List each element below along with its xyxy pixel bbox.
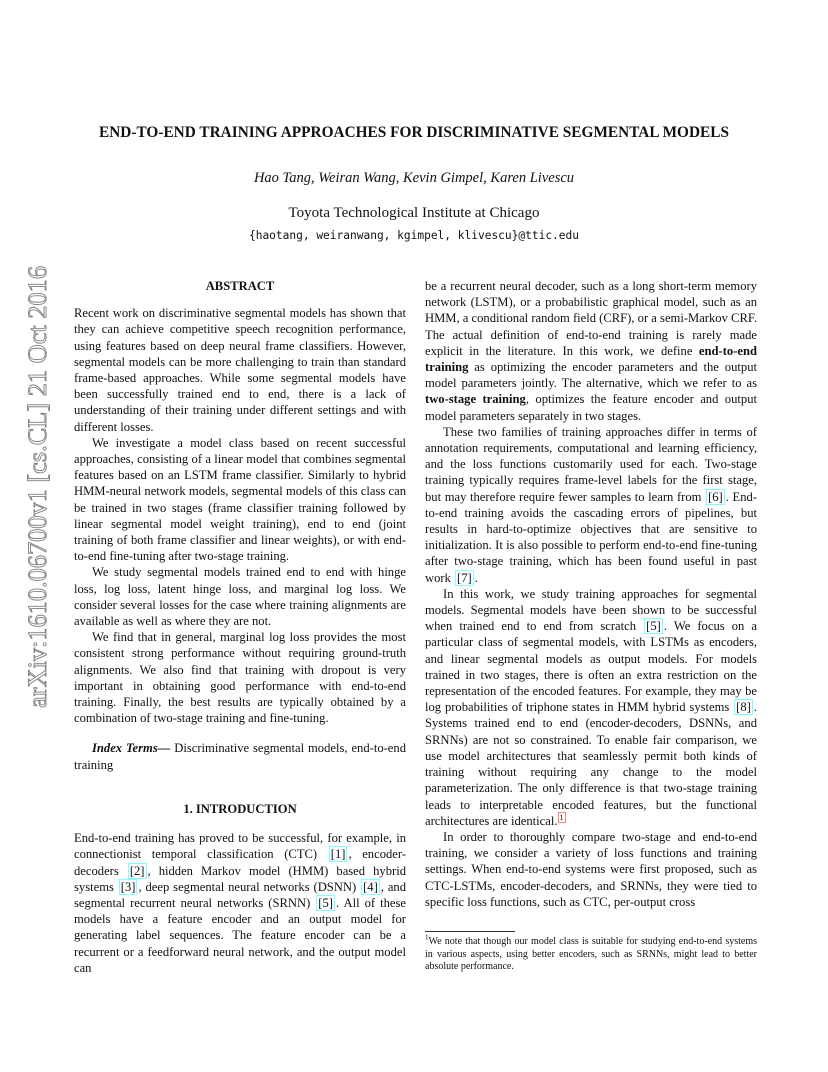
text-span: , encoder-decoders (74, 847, 407, 878)
footnote-link[interactable]: 1 (559, 812, 564, 822)
abstract-paragraph-4: We find that in general, marginal log loss provides the most consistent strong performance without requiring ground-truth alignments. We also find that training with dropout is very important in obtaining good performance with end-to-end training. Finally, the best results are typically obtained by a combination of two-stage training and fine-tuning. (74, 630, 406, 726)
citation-link[interactable]: [8] (736, 700, 751, 715)
text-span: as optimizing the encoder parameters and the output model parameters jointly. The alternative, which we refer to as (425, 360, 757, 391)
citation-link[interactable]: [3] (120, 879, 136, 894)
text-span: In this work, we study training approaches for segmental models. Segmental models have been shown to be successful when trained end to end from scratch (425, 586, 757, 634)
intro-paragraph-1 (74, 830, 406, 976)
emails: {haotang, weiranwang, kgimpel, klivescu}@ttic.edu (248, 229, 580, 242)
arxiv-stamp (14, 262, 54, 712)
intro-paragraph-2 (425, 424, 757, 586)
paper-title: END-TO-END TRAINING APPROACHES FOR DISCRIMINATIVE SEGMENTAL MODELS (99, 124, 729, 141)
arxiv-id-text: arXiv:1610.06700v1 [cs.CL] 21 Oct 2016 (23, 271, 52, 708)
text-span: , hidden Markov model (HMM) based hybrid systems (74, 863, 406, 894)
citation-link[interactable]: [2] (129, 863, 145, 878)
text-span: , optimizes the feature encoder and output model parameters separately in two stages. (425, 392, 757, 423)
right-column (425, 278, 757, 910)
abstract-paragraph-1: Recent work on discriminative segmental models has shown that they can achieve competitive speech recognition performance, using features based on deep neural frame classifiers. However, segmental models can be more challenging to train than standard frame-based approaches. While some segmental models have been successfully trained end to end, there is a lack of understanding of their training under different settings and with different losses. (74, 306, 406, 434)
abstract-paragraph-2: We investigate a model class based on recent successful approaches, consisting of a linear model that combines segmental features based on an LSTM frame classifier. Similarly to hybrid HMM-neural network models, segmental models of this class can be trained in two stages (frame classifier training followed by linear segmental model weight training), end to end (joint training of both frame classifier and linear weights), or with end-to-end fine-tuning after two-stage training. (74, 435, 406, 564)
text-span: , deep segmental neural networks (DSNN) (138, 879, 361, 894)
text-span: be a recurrent neural decoder, such as a long short-term memory network (LSTM), or a probabilistic graphical model, such as an HMM, a conditional random field (CRF), or a semi-Markov CRF. The actual definition of end-to-end training is rarely made explicit in the literature. In this work, we define (425, 279, 757, 358)
index-terms-label: Index Terms— (92, 741, 171, 756)
bold-term: end-to-end training (425, 343, 757, 375)
index-terms (74, 740, 406, 772)
intro-paragraph-1-cont (425, 278, 757, 424)
text-span: , and segmental recurrent neural networks (SRNN) (74, 879, 406, 910)
text-span: . All of these models have a feature encoder and an output model for generating label sequences. The feature encoder can be a recurrent or a feedforward neural network, and the output model can (74, 895, 407, 975)
citation-link[interactable]: [5] (318, 895, 333, 910)
citation-link[interactable]: [5] (646, 619, 661, 634)
affiliation: Toyota Technological Institute at Chicago (288, 205, 540, 221)
footnote-text: We note that though our model class is suitable for studying end-to-end systems in various aspects, using better encoders, such as SRNNs, might lead to better absolute performance. (425, 936, 757, 973)
intro-heading: 1. INTRODUCTION (183, 801, 297, 816)
footnote-number: 1 (425, 933, 429, 942)
abstract-heading: ABSTRACT (205, 279, 275, 293)
citation-link[interactable]: [4] (363, 879, 378, 894)
left-column (74, 278, 406, 976)
bold-term: two-stage training (425, 392, 526, 407)
text-span: . End-to-end training avoids the cascading errors of pipelines, but results in hard-to-optimize objectives that are sensitive to initialization. It is also possible to perform end-to-end fine-tuning after two-stage training, which has been found useful in past work (425, 489, 757, 585)
index-terms-text: Discriminative segmental models, end-to-end training (74, 741, 406, 772)
citation-link[interactable]: [6] (708, 489, 723, 504)
intro-paragraph-4: In order to thoroughly compare two-stage and end-to-end training, we consider a variety of loss functions and training settings. When end-to-end systems were first proposed, such as CTC-LSTMs, encoder-decoders, and SRNNs, they were tied to specific loss functions, such as CTC, per-output cross (425, 829, 757, 909)
text-span: . We focus on a particular class of segmental models, with LSTMs as encoders, and linear segmental models as output models. For models trained in two stages, there is often an extra restriction on the representation of the encoded features. For example, they may be log probabilities of triphone states in HMM hybrid systems (425, 619, 757, 715)
citation-link[interactable]: [1] (330, 847, 346, 862)
text-span: These two families of training approaches differ in terms of annotation requirements, computational and learning efficiency, and the loss functions customarily used for each. Two-stage training typically requires frame-level labels for the first stage, but may therefore require fewer samples to learn from (425, 424, 757, 504)
text-span: End-to-end training has proved to be successful, for example, in connectionist temporal classification (CTC) (74, 831, 406, 862)
text-span: . Systems trained end to end (encoder-decoders, DSNNs, and SRNNs) are not so constrained. To enable fair comparison, we use model architectures that seamlessly permit both kinds of training without requiring any change to the model parameterization. The only difference is that two-stage training leads to interpretable encoded features, but the functional architectures are identical. (425, 700, 757, 828)
arxiv-stamp-svg (14, 262, 54, 712)
abstract-paragraph-3: We study segmental models trained end to end with hinge loss, log loss, latent hinge loss, and marginal log loss. We consider several losses for the case where training alignments are available as well as where they are not. (74, 565, 406, 629)
footnote (425, 933, 757, 974)
intro-paragraph-3 (425, 586, 757, 829)
footnote-rule (425, 931, 515, 932)
authors: Hao Tang, Weiran Wang, Kevin Gimpel, Karen Livescu (253, 170, 575, 186)
citation-link[interactable]: [7] (457, 570, 472, 585)
text-span: . (474, 570, 478, 585)
